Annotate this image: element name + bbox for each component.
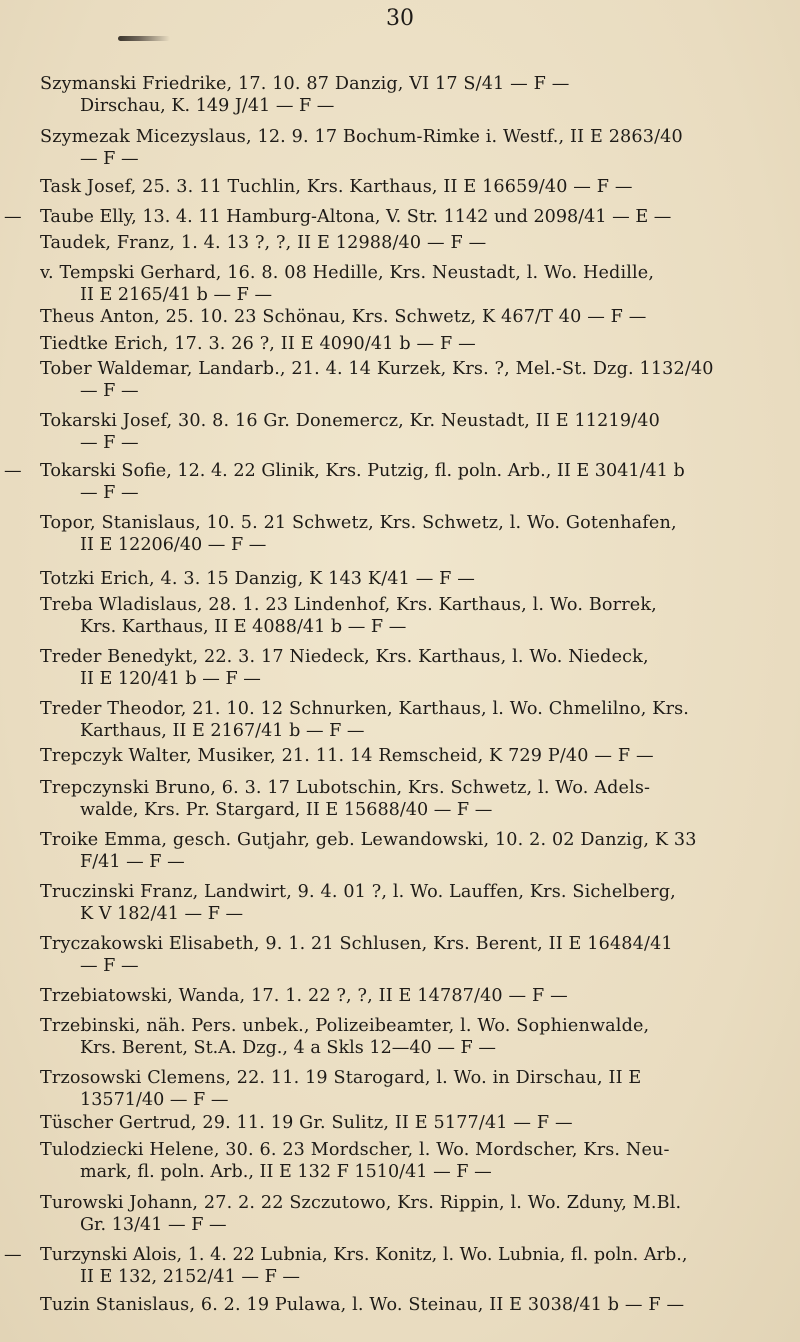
register-entry xyxy=(40,1192,785,1236)
entry-line: Task Josef, 25. 3. 11 Tuchlin, Krs. Karthaus, II E 16659/40 — F — xyxy=(40,177,633,197)
register-entry xyxy=(40,881,785,925)
entry-line: Turzynski Alois, 1. 4. 22 Lubnia, Krs. Konitz, l. Wo. Lubnia, fl. poln. Arb., xyxy=(40,1245,688,1265)
entry-continuation-line: — F — xyxy=(80,433,139,453)
entry-continuation-line: — F — xyxy=(80,956,139,976)
entry-line: Trzebiatowski, Wanda, 17. 1. 22 ?, ?, II E 14787/40 — F — xyxy=(40,986,568,1006)
register-entry xyxy=(40,829,785,873)
entry-marker-dash: — xyxy=(4,461,22,481)
entry-line: Trzosowski Clemens, 22. 11. 19 Starogard, l. Wo. in Dirschau, II E xyxy=(40,1068,642,1088)
entry-continuation-line: F/41 — F — xyxy=(80,852,185,872)
entry-line: Treder Benedykt, 22. 3. 17 Niedeck, Krs. Karthaus, l. Wo. Niedeck, xyxy=(40,647,649,667)
entry-line: Trzebinski, näh. Pers. unbek., Polizeibeamter, l. Wo. Sophienwalde, xyxy=(40,1016,650,1036)
entry-continuation-line: K V 182/41 — F — xyxy=(80,904,244,924)
register-entry xyxy=(40,1294,785,1316)
entry-line: Trepczyk Walter, Musiker, 21. 11. 14 Remscheid, K 729 P/40 — F — xyxy=(40,746,654,766)
entry-continuation-line: Krs. Berent, St.A. Dzg., 4 a Skls 12—40 — F — xyxy=(80,1038,496,1058)
register-entry xyxy=(40,594,785,638)
register-entry xyxy=(40,568,785,590)
register-entry xyxy=(40,646,785,690)
entry-continuation-line: — F — xyxy=(80,149,139,169)
entry-line: Tiedtke Erich, 17. 3. 26 ?, II E 4090/41 b — F — xyxy=(40,334,476,354)
register-entry xyxy=(40,985,785,1007)
register-entry xyxy=(40,933,785,977)
entry-marker-dash: — xyxy=(4,1245,22,1265)
entry-continuation-line: 13571/40 — F — xyxy=(80,1090,229,1110)
entry-line: Truczinski Franz, Landwirt, 9. 4. 01 ?, l. Wo. Lauffen, Krs. Sichelberg, xyxy=(40,882,676,902)
register-entry xyxy=(40,410,785,454)
entry-continuation-line: II E 120/41 b — F — xyxy=(80,669,261,689)
register-entry xyxy=(4,206,785,228)
register-entry xyxy=(40,512,785,556)
entry-continuation-line: II E 12206/40 — F — xyxy=(80,535,267,555)
entry-continuation-line: walde, Krs. Pr. Stargard, II E 15688/40 — F — xyxy=(80,800,493,820)
register-entry xyxy=(40,1112,785,1134)
entry-line: Tüscher Gertrud, 29. 11. 19 Gr. Sulitz, II E 5177/41 — F — xyxy=(40,1113,573,1133)
register-entry xyxy=(40,698,785,742)
entry-line: Szymezak Micezyslaus, 12. 9. 17 Bochum-Rimke i. Westf., II E 2863/40 xyxy=(40,127,683,147)
register-entry xyxy=(4,460,785,504)
register-entry xyxy=(40,232,785,254)
entry-continuation-line: — F — xyxy=(80,483,139,503)
entry-line: Tulodziecki Helene, 30. 6. 23 Mordscher, l. Wo. Mordscher, Krs. Neu- xyxy=(40,1140,670,1160)
entry-line: Tuzin Stanislaus, 6. 2. 19 Pulawa, l. Wo. Steinau, II E 3038/41 b — F — xyxy=(40,1295,685,1315)
entry-continuation-line: Krs. Karthaus, II E 4088/41 b — F — xyxy=(80,617,407,637)
entry-line: Taudek, Franz, 1. 4. 13 ?, ?, II E 12988/40 — F — xyxy=(40,233,487,253)
entry-line: Tober Waldemar, Landarb., 21. 4. 14 Kurzek, Krs. ?, Mel.-St. Dzg. 1132/40 xyxy=(40,359,714,379)
register-entry xyxy=(40,745,785,767)
entry-continuation-line: Dirschau, K. 149 J/41 — F — xyxy=(80,96,335,116)
ink-smudge xyxy=(118,36,170,41)
entry-line: Szymanski Friedrike, 17. 10. 87 Danzig, VI 17 S/41 — F — xyxy=(40,74,570,94)
register-entry xyxy=(40,306,785,328)
entry-continuation-line: mark, fl. poln. Arb., II E 132 F 1510/41 — F — xyxy=(80,1162,492,1182)
entry-continuation-line: II E 132, 2152/41 — F — xyxy=(80,1267,300,1287)
entry-line: Totzki Erich, 4. 3. 15 Danzig, K 143 K/41 — F — xyxy=(40,569,476,589)
entry-line: v. Tempski Gerhard, 16. 8. 08 Hedille, Krs. Neustadt, l. Wo. Hedille, xyxy=(40,263,655,283)
entry-line: Tryczakowski Elisabeth, 9. 1. 21 Schlusen, Krs. Berent, II E 16484/41 xyxy=(40,934,673,954)
entry-marker-dash: — xyxy=(4,207,22,227)
register-entry xyxy=(40,333,785,355)
entry-line: Topor, Stanislaus, 10. 5. 21 Schwetz, Krs. Schwetz, l. Wo. Gotenhafen, xyxy=(40,513,677,533)
entry-line: Tokarski Sofie, 12. 4. 22 Glinik, Krs. Putzig, fl. poln. Arb., II E 3041/41 b xyxy=(40,461,685,481)
entry-line: Treba Wladislaus, 28. 1. 23 Lindenhof, Krs. Karthaus, l. Wo. Borrek, xyxy=(40,595,657,615)
register-entry xyxy=(40,262,785,306)
register-entry xyxy=(40,1015,785,1059)
entry-line: Tokarski Josef, 30. 8. 16 Gr. Donemercz, Kr. Neustadt, II E 11219/40 xyxy=(40,411,660,431)
register-entry xyxy=(4,1244,785,1288)
register-entry xyxy=(40,176,785,198)
register-entry xyxy=(40,1139,785,1183)
entry-line: Turowski Johann, 27. 2. 22 Szczutowo, Krs. Rippin, l. Wo. Zduny, M.Bl. xyxy=(40,1193,682,1213)
register-entry xyxy=(40,777,785,821)
entry-line: Trepczynski Bruno, 6. 3. 17 Lubotschin, Krs. Schwetz, l. Wo. Adels- xyxy=(40,778,651,798)
entry-line: Theus Anton, 25. 10. 23 Schönau, Krs. Schwetz, K 467/T 40 — F — xyxy=(40,307,647,327)
entry-line: Troike Emma, gesch. Gutjahr, geb. Lewandowski, 10. 2. 02 Danzig, K 33 xyxy=(40,830,697,850)
entry-continuation-line: II E 2165/41 b — F — xyxy=(80,285,273,305)
entry-continuation-line: — F — xyxy=(80,381,139,401)
entry-line: Treder Theodor, 21. 10. 12 Schnurken, Karthaus, l. Wo. Chmelilno, Krs. xyxy=(40,699,690,719)
entry-continuation-line: Gr. 13/41 — F — xyxy=(80,1215,227,1235)
page-number: 30 xyxy=(386,6,414,31)
register-entry xyxy=(40,358,785,402)
register-entry xyxy=(40,126,785,170)
register-entry xyxy=(40,73,785,117)
register-entry xyxy=(40,1067,785,1111)
entry-continuation-line: Karthaus, II E 2167/41 b — F — xyxy=(80,721,365,741)
entry-line: Taube Elly, 13. 4. 11 Hamburg-Altona, V. Str. 1142 und 2098/41 — E — xyxy=(40,207,672,227)
